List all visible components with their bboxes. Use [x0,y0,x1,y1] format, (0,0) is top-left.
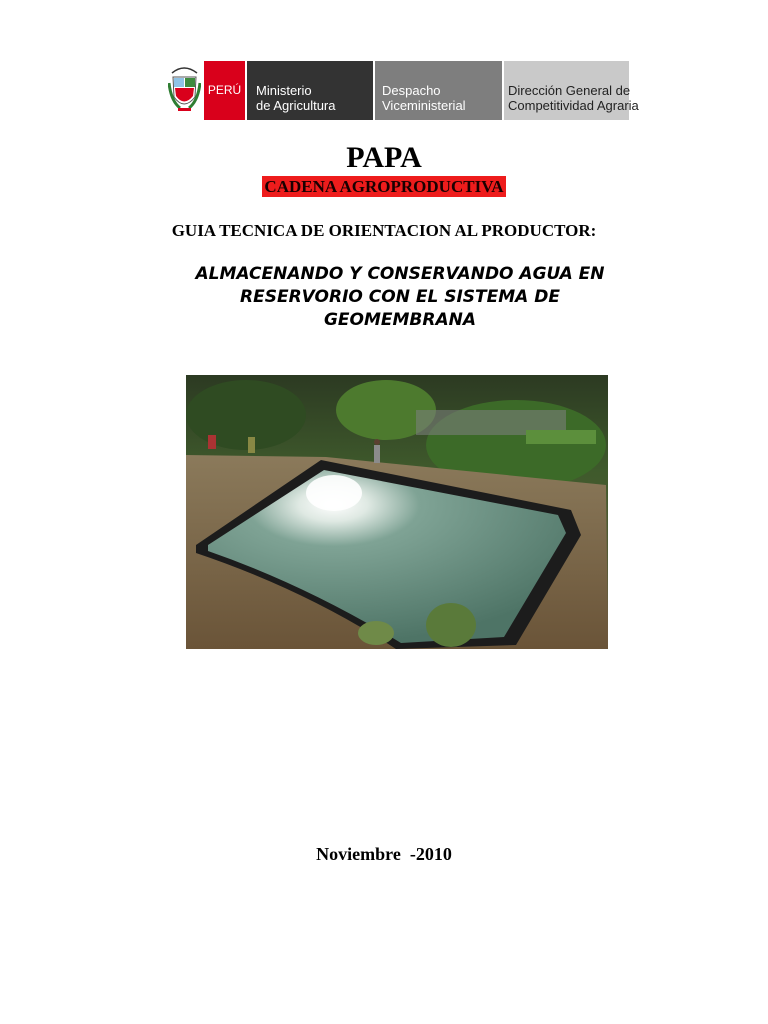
office-line-1: Despacho [382,83,441,98]
ministry-line-2: de Agricultura [256,98,336,113]
subtitle-wrapper [0,176,768,197]
document-subtitle: CADENA AGROPRODUCTIVA [264,177,504,196]
peru-label-box [204,61,245,120]
directorate-label-box [504,61,639,120]
country-label: PERÚ [207,83,242,97]
ministry-label-box [247,61,373,120]
main-title-line-3: GEOMEMBRANA [323,310,477,330]
main-title-line-2: RESERVORIO CON EL SISTEMA DE [240,287,560,307]
directorate-line-1: Dirección General de [508,83,631,98]
national-coat-of-arms-icon [168,61,201,120]
main-title-line-1: ALMACENANDO Y CONSERVANDO AGUA EN [195,264,605,284]
directorate-line-2: Competitividad Agraria [508,98,639,113]
document-title: PAPA [346,141,422,174]
document-date: Noviembre -2010 [316,844,452,864]
office-line-2: Viceministerial [382,98,466,113]
institutional-header [168,61,639,120]
reservoir-photo [186,375,608,649]
guide-heading: GUIA TECNICA DE ORIENTACION AL PRODUCTOR: [171,221,597,240]
ministry-line-1: Ministerio [256,83,312,98]
office-label-box [375,61,502,120]
main-title [140,263,660,332]
